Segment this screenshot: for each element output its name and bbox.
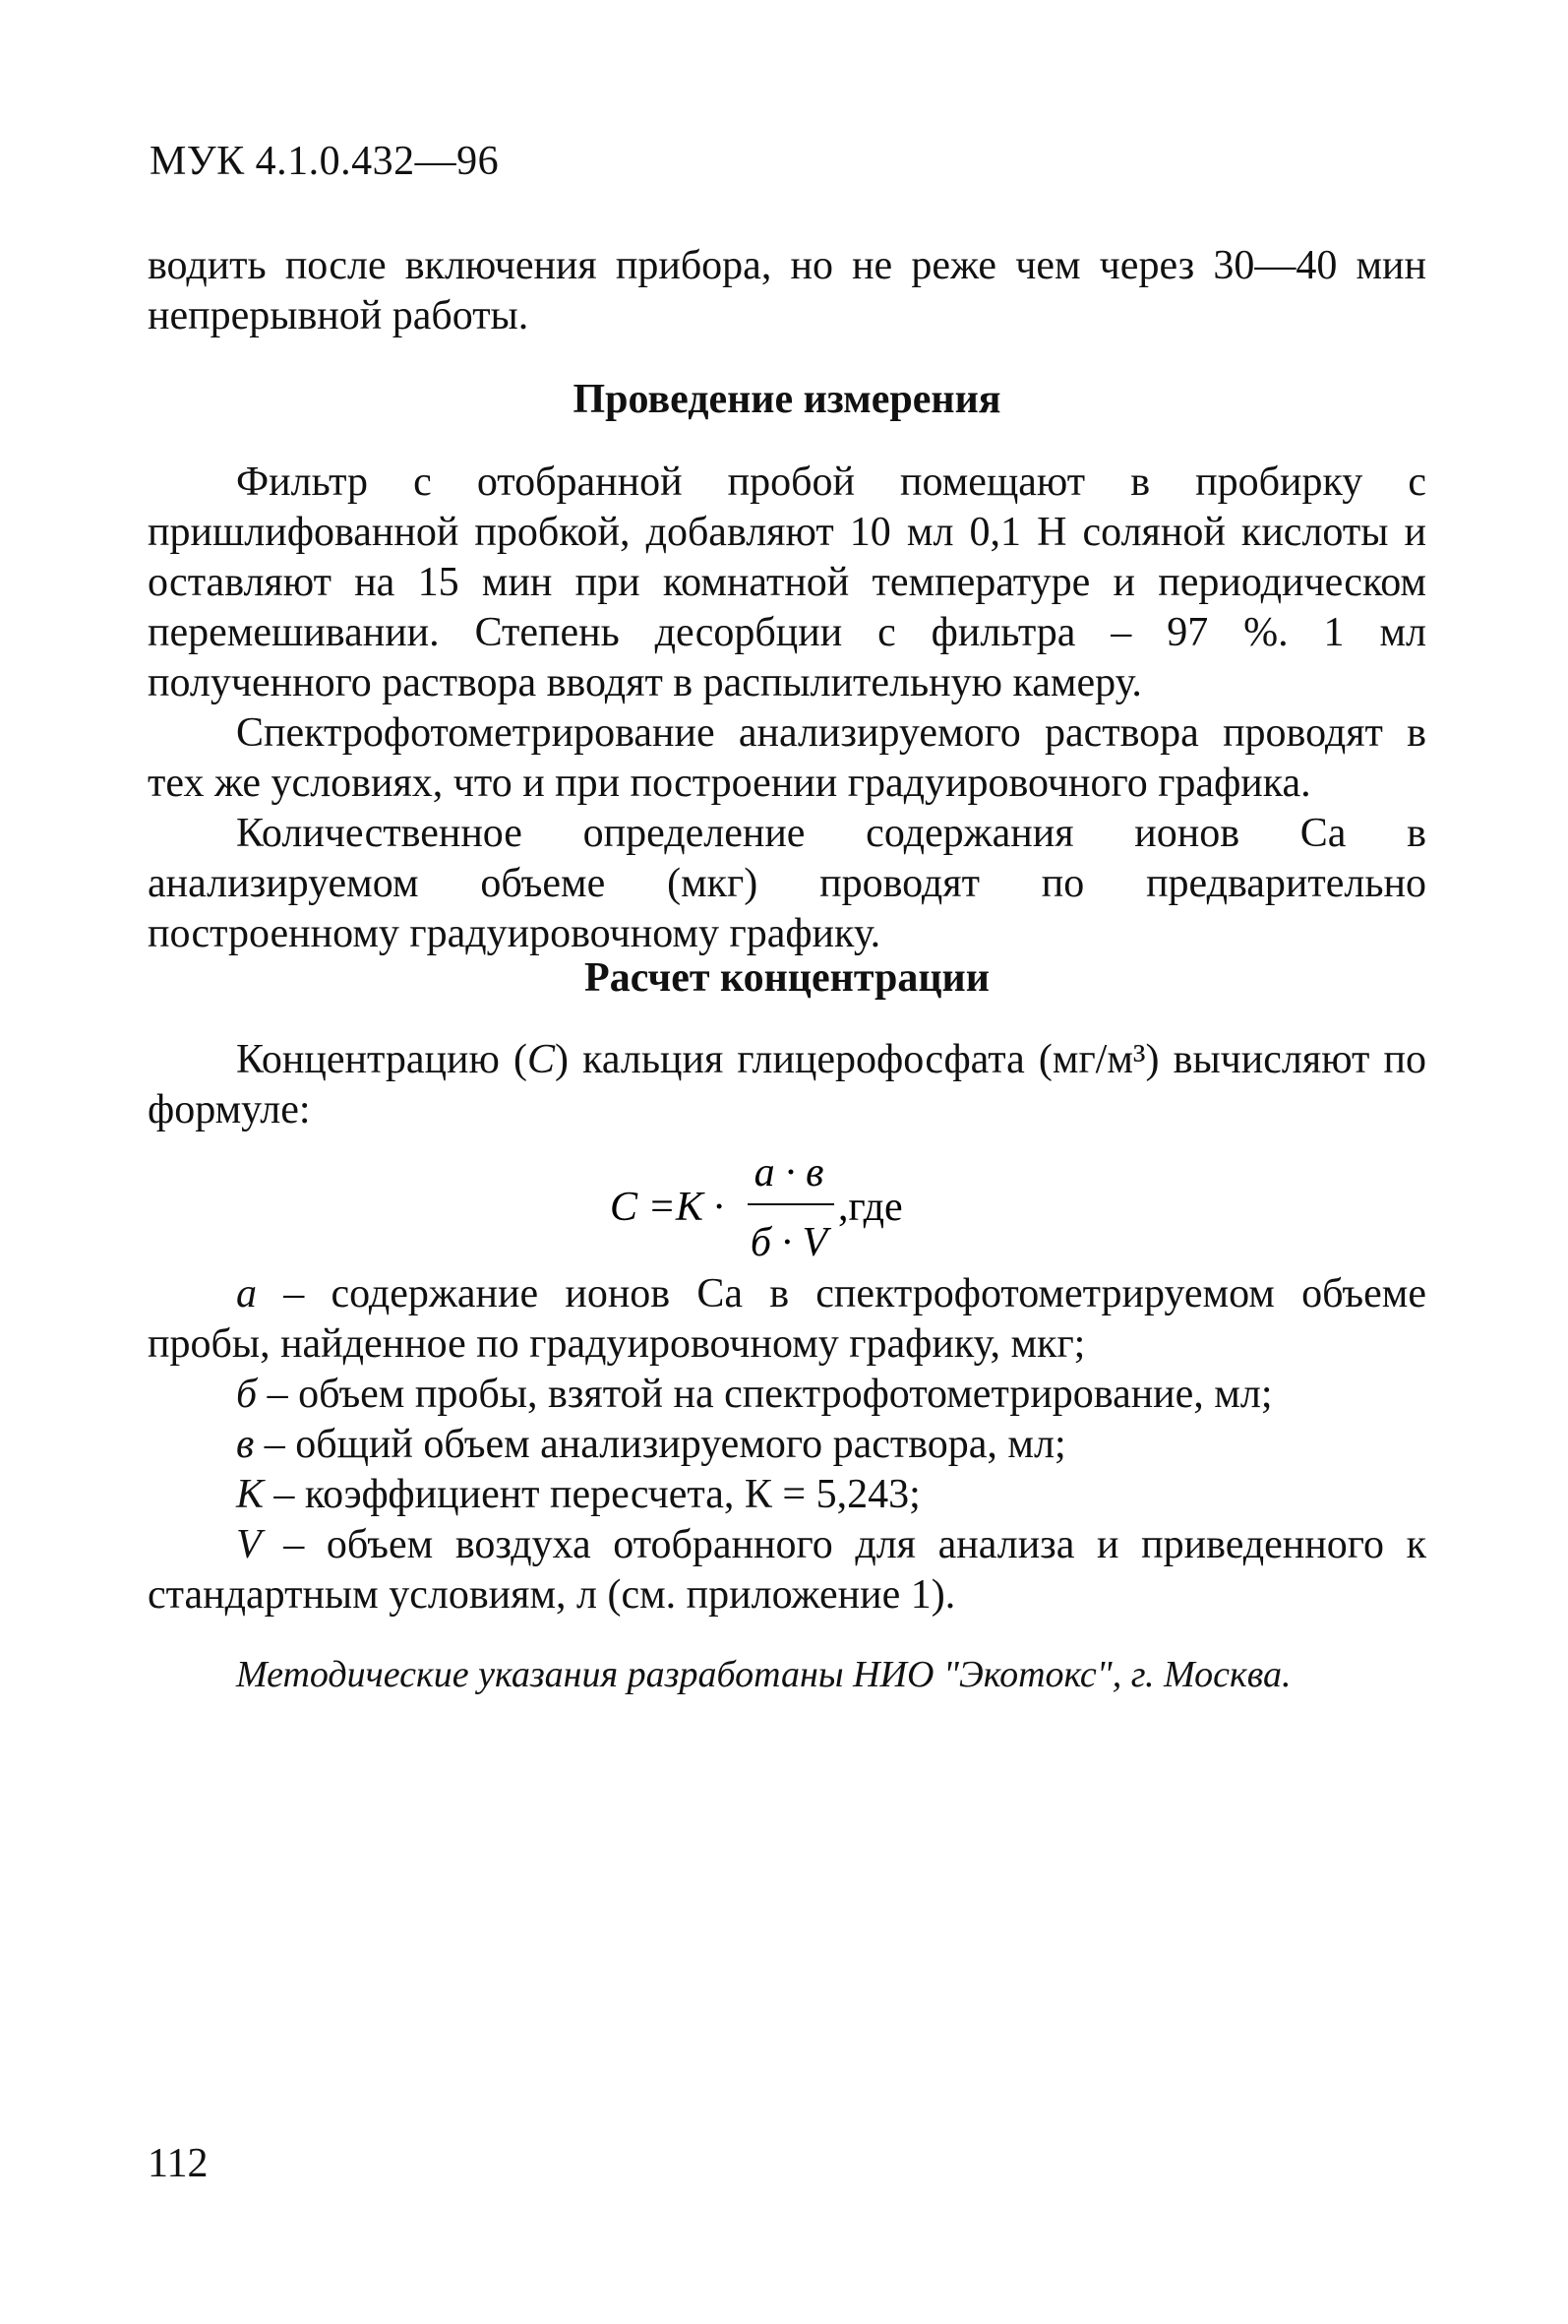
definition-text: – коэффициент пересчета, К = 5,243;	[263, 1472, 921, 1517]
formula-lhs: С =К ·	[610, 1185, 724, 1230]
calc-text-post: ) кальция глицерофосфата (мг/м³) вычисляют по формуле:	[148, 1037, 1426, 1132]
page-number: 112	[148, 2141, 209, 2186]
intro-paragraph	[148, 241, 1426, 341]
definition-k	[148, 1470, 1426, 1520]
section-heading-calculation: Расчет концентрации	[584, 955, 990, 1001]
formula-numerator: а · в	[754, 1150, 824, 1195]
intro-text: водить после включения прибора, но не реже чем через 30—40 мин непрерывной работы.	[148, 243, 1426, 338]
definition-text: – объем пробы, взятой на спектрофотометрирование, мл;	[257, 1372, 1273, 1417]
measurement-paragraph-1: Фильтр с отобранной пробой помещают в пробирку с пришлифованной пробкой, добавляют 10 мл 0,1 Н соляной кислоты и оставляют на 15 мин при комнатной температуре и периодическом перемешивании. Степень десорбции с фильтра – 97 %. 1 мл полученного раствора вводят в распылительную камеру.	[148, 459, 1426, 705]
concentration-formula	[610, 1139, 1003, 1277]
section-heading-measurement: Проведение измерения	[573, 377, 1001, 422]
definition-volume	[148, 1520, 1426, 1621]
measurement-section-body	[148, 458, 1426, 959]
definition-text: – объем воздуха отобранного для анализа и приведенного к стандартным условиям, л (см. приложение 1).	[148, 1522, 1426, 1618]
document-code: МУК 4.1.0.432—96	[150, 139, 500, 184]
definition-symbol: V	[236, 1522, 262, 1567]
definition-symbol: в	[236, 1422, 255, 1467]
definition-symbol: а	[236, 1271, 257, 1316]
calculation-section-body	[148, 1035, 1426, 1135]
formula-denominator: б · V	[750, 1220, 828, 1265]
formula-suffix: ,где	[838, 1185, 903, 1230]
measurement-paragraph-3: Количественное определение содержания ионов Са в анализируемом объеме (мкг) проводят по предварительно построенному градуировочному графику.	[148, 811, 1426, 956]
definition-v	[148, 1420, 1426, 1470]
definition-text: – общий объем анализируемого раствора, мл;	[254, 1422, 1066, 1467]
calculation-paragraph	[148, 1035, 1426, 1135]
authorship-note: Методические указания разработаны НИО "Экотокс", г. Москва.	[236, 1654, 1292, 1695]
calc-text-pre: Концентрацию (	[236, 1037, 527, 1082]
definition-a	[148, 1269, 1426, 1370]
definition-symbol: б	[236, 1372, 258, 1417]
measurement-paragraph-2: Спектрофотометрирование анализируемого раствора проводят в тех же условиях, что и при построении градуировочного графика.	[148, 710, 1426, 806]
variable-definitions	[148, 1269, 1426, 1621]
concentration-symbol: С	[526, 1037, 555, 1082]
definition-text: – содержание ионов Са в спектрофотометрируемом объеме пробы, найденное по градуировочному графику, мкг;	[148, 1271, 1426, 1367]
definition-symbol: К	[236, 1472, 264, 1517]
definition-b	[148, 1370, 1426, 1420]
